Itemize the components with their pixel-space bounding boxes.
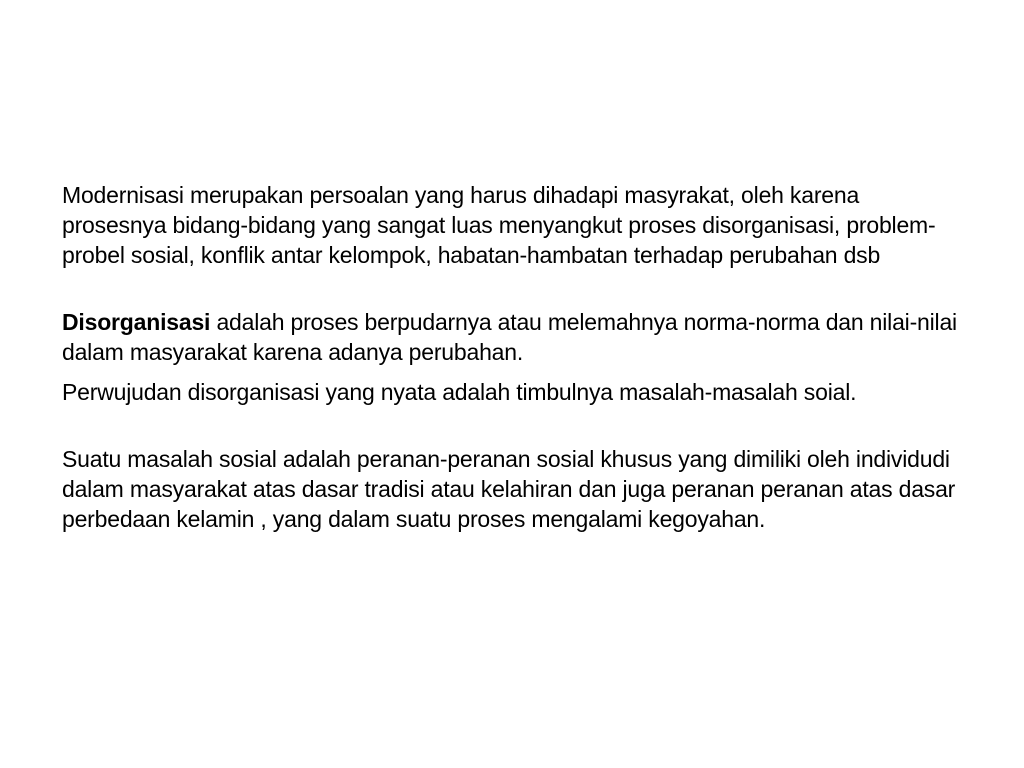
term-disorganisasi: Disorganisasi (62, 309, 211, 335)
paragraph-masalah-sosial: Suatu masalah sosial adalah peranan-peranan sosial khusus yang dimiliki oleh individudi dalam masyarakat atas dasar tradisi atau kelahiran dan juga peranan peranan atas dasar perbedaan kelamin , yang dalam suatu proses mengalami kegoyahan. (62, 446, 956, 532)
paragraph-disorganisasi (62, 307, 962, 367)
slide-body (62, 180, 962, 534)
definition-disorganisasi: adalah proses berpudarnya atau melemahnya norma-norma dan nilai-nilai dalam masyarakat karena adanya perubahan. (62, 309, 957, 365)
paragraph-modernisasi: Modernisasi merupakan persoalan yang harus dihadapi masyrakat, oleh karena prosesnya bidang-bidang yang sangat luas menyangkut proses disorganisasi, problem-probel sosial, konflik antar kelompok, habatan-hambatan terhadap perubahan dsb (62, 182, 936, 268)
paragraph-perwujudan: Perwujudan disorganisasi yang nyata adalah timbulnya masalah-masalah soial. (62, 379, 857, 405)
